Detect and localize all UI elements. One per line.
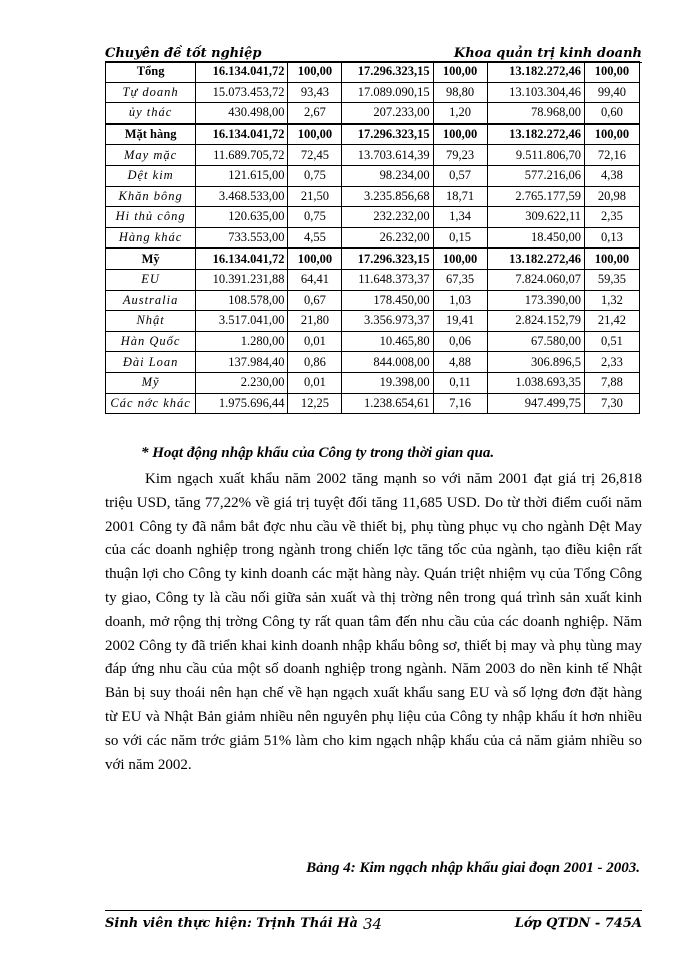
value-2002: 232.232,00 — [342, 207, 433, 228]
page-number: 34 — [363, 915, 383, 933]
value-2001: 1.280,00 — [196, 331, 288, 352]
value-2002: 844.008,00 — [342, 352, 433, 373]
value-2003: 13.182.272,46 — [487, 62, 584, 83]
row-label: Các nớc khác — [106, 393, 196, 414]
percent-2003: 100,00 — [584, 248, 639, 269]
value-2003: 2.765.177,59 — [487, 186, 584, 207]
value-2001: 120.635,00 — [196, 207, 288, 228]
value-2001: 16.134.041,72 — [196, 248, 288, 269]
row-label: EU — [106, 269, 196, 290]
table-row — [106, 124, 640, 145]
percent-2003: 0,13 — [584, 227, 639, 248]
value-2001: 15.073.453,72 — [196, 82, 288, 103]
percent-2001: 21,80 — [288, 311, 342, 332]
percent-2003: 2,33 — [584, 352, 639, 373]
row-label: Khăn bông — [106, 186, 196, 207]
value-2003: 78.968,00 — [487, 103, 584, 124]
table-row — [106, 248, 640, 269]
value-2002: 13.703.614,39 — [342, 145, 433, 166]
percent-2001: 72,45 — [288, 145, 342, 166]
table-row — [106, 269, 640, 290]
percent-2002: 79,23 — [433, 145, 487, 166]
value-2002: 3.235.856,68 — [342, 186, 433, 207]
percent-2002: 7,16 — [433, 393, 487, 414]
value-2003: 18.450,00 — [487, 227, 584, 248]
percent-2002: 4,88 — [433, 352, 487, 373]
paragraph-text: Kim ngạch xuất khẩu năm 2002 tăng mạnh so với năm 2001 đạt giá trị 26,818 triệu USD, tăng 77,22% về giá trị tuyệt đối tăng 11,685 USD. Do từ thời điểm cuối năm 2001 Công ty đã nắm bắt đợc nhu cầu về thiết bị, phụ tùng phục vụ cho ngành Dệt May của các doanh nghiệp trong ngành trong chiến lợc tăng tốc của ngành, tạo điều kiện rất thuận lợi cho Công ty kinh doanh các mặt hàng này. Quán triệt nhiệm vụ của Tổng Công ty giao, Công ty là cầu nối giữa sản xuất và thị trờng nên trong quá trình sản xuất kinh doanh, mở rộng thị trờng Công ty rất quan tâm đến nhu cầu của các doanh nghiệp. Năm 2002 Công ty đã triển khai kinh doanh nhập khẩu bông sơ, thiết bị may và phụ tùng may đáp ứng nhu cầu của một số doanh nghiệp trong ngành. Năm 2003 do nền kinh tế Nhật Bản bị suy thoái nên hạn chế về hạn ngạch xuất khẩu sang EU và số lợng đơn đặt hàng từ EU và Nhật Bản giảm nhiều nên nguyên phụ liệu của Công ty nhập khẩu ít hơn nhiều so với các năm trớc giảm 51% làm cho kim ngạch nhập khẩu của cả năm giảm nhiều so với năm 2002. — [105, 471, 642, 773]
value-2002: 3.356.973,37 — [342, 311, 433, 332]
percent-2001: 0,75 — [288, 165, 342, 186]
percent-2003: 7,88 — [584, 372, 639, 393]
table-row — [106, 290, 640, 311]
table-row — [106, 331, 640, 352]
row-label: Hi thủ công — [106, 207, 196, 228]
value-2001: 16.134.041,72 — [196, 62, 288, 83]
header-left-title: Chuyên đề tốt nghiệp — [105, 46, 262, 61]
row-label: May mặc — [106, 145, 196, 166]
row-label: Australia — [106, 290, 196, 311]
table-row — [106, 393, 640, 414]
percent-2002: 100,00 — [433, 124, 487, 145]
value-2002: 17.296.323,15 — [342, 248, 433, 269]
row-label: Mỹ — [106, 248, 196, 269]
percent-2001: 0,01 — [288, 331, 342, 352]
value-2003: 309.622,11 — [487, 207, 584, 228]
percent-2001: 100,00 — [288, 124, 342, 145]
percent-2001: 100,00 — [288, 248, 342, 269]
table-row — [106, 82, 640, 103]
value-2001: 108.578,00 — [196, 290, 288, 311]
row-label: Nhật — [106, 311, 196, 332]
percent-2002: 1,03 — [433, 290, 487, 311]
percent-2002: 1,34 — [433, 207, 487, 228]
row-label: Mặt hàng — [106, 124, 196, 145]
percent-2002: 0,57 — [433, 165, 487, 186]
percent-2003: 0,60 — [584, 103, 639, 124]
value-2003: 1.038.693,35 — [487, 372, 584, 393]
value-2002: 1.238.654,61 — [342, 393, 433, 414]
footer-author: Sinh viên thực hiện: Trịnh Thái Hà — [105, 916, 358, 931]
value-2001: 3.517.041,00 — [196, 311, 288, 332]
percent-2003: 72,16 — [584, 145, 639, 166]
row-label: Đài Loan — [106, 352, 196, 373]
page-footer — [105, 910, 642, 933]
value-2003: 7.824.060,07 — [487, 269, 584, 290]
table-row — [106, 352, 640, 373]
table-row — [106, 186, 640, 207]
value-2002: 11.648.373,37 — [342, 269, 433, 290]
percent-2003: 4,38 — [584, 165, 639, 186]
table-row — [106, 103, 640, 124]
percent-2002: 67,35 — [433, 269, 487, 290]
page-header — [105, 42, 642, 63]
table-row — [106, 227, 640, 248]
value-2002: 17.296.323,15 — [342, 62, 433, 83]
table-row — [106, 311, 640, 332]
table-row — [106, 372, 640, 393]
value-2002: 98.234,00 — [342, 165, 433, 186]
footer-class: Lớp QTDN - 745A — [514, 916, 642, 931]
percent-2002: 18,71 — [433, 186, 487, 207]
percent-2001: 64,41 — [288, 269, 342, 290]
header-right-title: Khoa quản trị kinh doanh — [453, 46, 642, 61]
percent-2001: 100,00 — [288, 62, 342, 83]
percent-2001: 0,67 — [288, 290, 342, 311]
value-2001: 137.984,40 — [196, 352, 288, 373]
body-paragraph — [105, 468, 642, 777]
percent-2003: 1,32 — [584, 290, 639, 311]
value-2003: 13.182.272,46 — [487, 248, 584, 269]
table-row — [106, 165, 640, 186]
value-2001: 11.689.705,72 — [196, 145, 288, 166]
row-label: Dệt kim — [106, 165, 196, 186]
percent-2002: 0,15 — [433, 227, 487, 248]
percent-2002: 0,11 — [433, 372, 487, 393]
percent-2003: 20,98 — [584, 186, 639, 207]
value-2003: 306.896,5 — [487, 352, 584, 373]
value-2003: 9.511.806,70 — [487, 145, 584, 166]
row-label: ủy thác — [106, 103, 196, 124]
percent-2003: 0,51 — [584, 331, 639, 352]
value-2001: 430.498,00 — [196, 103, 288, 124]
value-2003: 13.103.304,46 — [487, 82, 584, 103]
percent-2001: 21,50 — [288, 186, 342, 207]
value-2003: 947.499,75 — [487, 393, 584, 414]
percent-2001: 0,01 — [288, 372, 342, 393]
value-2002: 17.296.323,15 — [342, 124, 433, 145]
section-heading: * Hoạt động nhập khẩu của Công ty trong thời gian qua. — [141, 445, 495, 461]
row-label: Hàng khác — [106, 227, 196, 248]
percent-2001: 0,86 — [288, 352, 342, 373]
percent-2003: 59,35 — [584, 269, 639, 290]
percent-2003: 99,40 — [584, 82, 639, 103]
value-2003: 13.182.272,46 — [487, 124, 584, 145]
row-label: Tổng — [106, 62, 196, 83]
percent-2002: 1,20 — [433, 103, 487, 124]
row-label: Hàn Quốc — [106, 331, 196, 352]
value-2001: 10.391.231,88 — [196, 269, 288, 290]
table-row — [106, 145, 640, 166]
percent-2002: 19,41 — [433, 311, 487, 332]
row-label: Mỹ — [106, 372, 196, 393]
table-body — [106, 62, 640, 414]
value-2001: 121.615,00 — [196, 165, 288, 186]
percent-2003: 100,00 — [584, 62, 639, 83]
percent-2001: 2,67 — [288, 103, 342, 124]
percent-2001: 0,75 — [288, 207, 342, 228]
value-2002: 178.450,00 — [342, 290, 433, 311]
row-label: Tự doanh — [106, 82, 196, 103]
value-2001: 3.468.533,00 — [196, 186, 288, 207]
percent-2002: 100,00 — [433, 248, 487, 269]
value-2002: 207.233,00 — [342, 103, 433, 124]
percent-2002: 100,00 — [433, 62, 487, 83]
value-2003: 2.824.152,79 — [487, 311, 584, 332]
percent-2001: 93,43 — [288, 82, 342, 103]
export-data-table — [105, 61, 640, 414]
percent-2003: 21,42 — [584, 311, 639, 332]
percent-2003: 2,35 — [584, 207, 639, 228]
percent-2002: 98,80 — [433, 82, 487, 103]
table-row — [106, 207, 640, 228]
value-2002: 26.232,00 — [342, 227, 433, 248]
value-2002: 19.398,00 — [342, 372, 433, 393]
value-2001: 2.230,00 — [196, 372, 288, 393]
table-row — [106, 62, 640, 83]
value-2002: 17.089.090,15 — [342, 82, 433, 103]
percent-2003: 7,30 — [584, 393, 639, 414]
value-2001: 1.975.696,44 — [196, 393, 288, 414]
percent-2001: 12,25 — [288, 393, 342, 414]
value-2003: 67.580,00 — [487, 331, 584, 352]
value-2003: 577.216,06 — [487, 165, 584, 186]
value-2002: 10.465,80 — [342, 331, 433, 352]
percent-2003: 100,00 — [584, 124, 639, 145]
table-caption: Bảng 4: Kim ngạch nhập khẩu giai đoạn 2001 - 2003. — [306, 860, 640, 876]
value-2001: 733.553,00 — [196, 227, 288, 248]
value-2003: 173.390,00 — [487, 290, 584, 311]
percent-2001: 4,55 — [288, 227, 342, 248]
value-2001: 16.134.041,72 — [196, 124, 288, 145]
percent-2002: 0,06 — [433, 331, 487, 352]
